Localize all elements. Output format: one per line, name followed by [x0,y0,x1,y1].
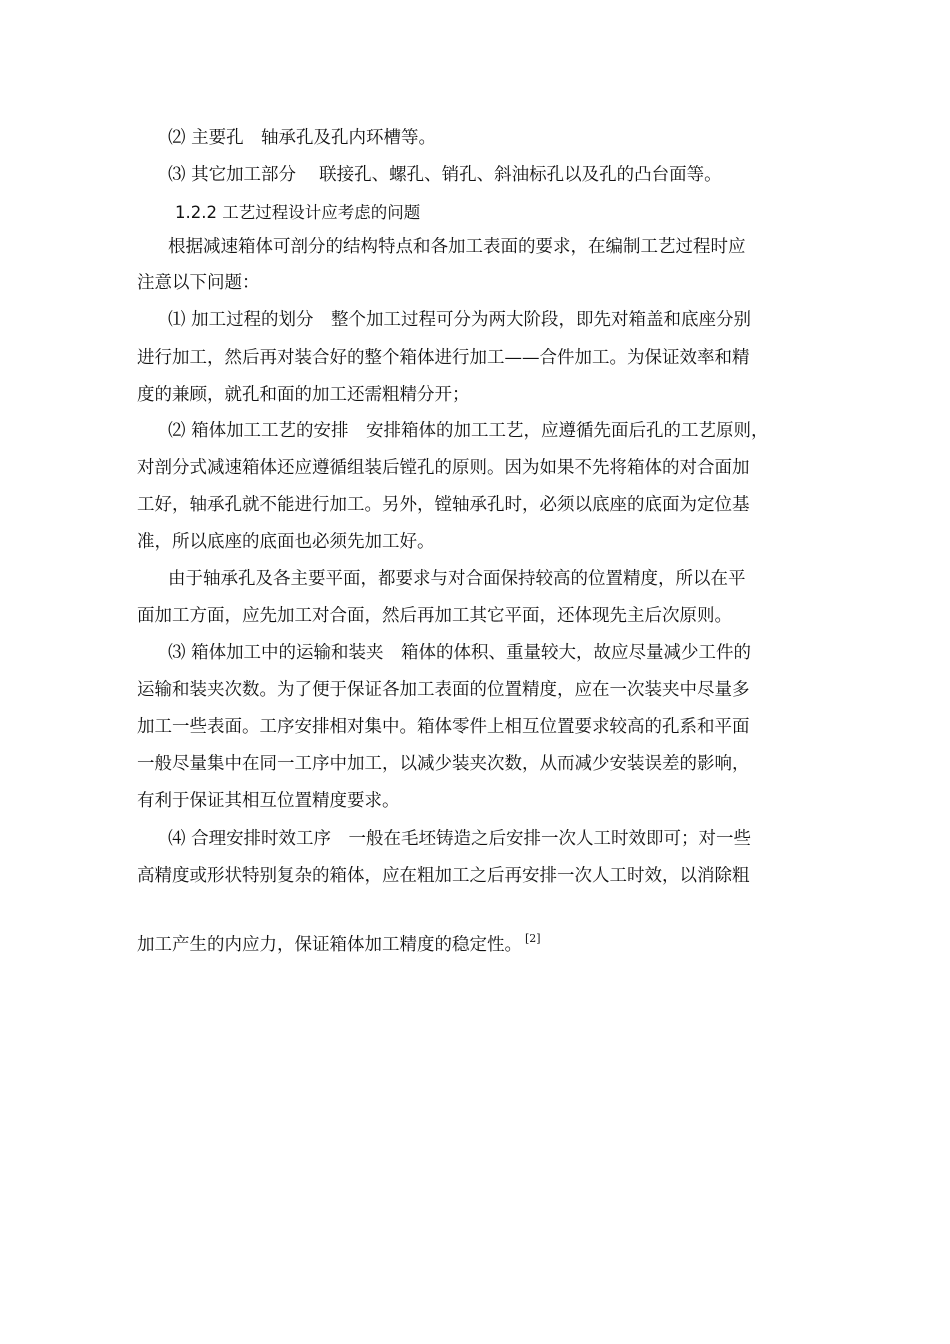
list-item-other-parts: ⑶ 其它加工部分 联接孔、螺孔、销孔、斜油标孔以及孔的凸台面等。 [168,165,722,185]
section-number: 1.2.2 [175,203,217,222]
paragraph-line: 有利于保证其相互位置精度要求。 [137,791,400,811]
paragraph-line-last [137,928,541,956]
paragraph-line: ⑶ 箱体加工中的运输和装夹 箱体的体积、重量较大，故应尽量减少工件的 [168,643,752,663]
paragraph-line: 加工一些表面。工序安排相对集中。箱体零件上相互位置要求较高的孔系和平面 [137,717,750,737]
paragraph-line: 工好，轴承孔就不能进行加工。另外，镗轴承孔时，必须以底座的底面为定位基 [137,495,750,515]
paragraph-line: 一般尽量集中在同一工序中加工，以减少装夹次数，从而减少安装误差的影响， [137,754,750,774]
paragraph-line: 准，所以底座的底面也必须先加工好。 [137,532,435,552]
paragraph-line: 度的兼顾，就孔和面的加工还需粗精分开； [137,385,470,405]
paragraph-line: 运输和装夹次数。为了便于保证各加工表面的位置精度，应在一次装夹中尽量多 [137,680,750,700]
paragraph-line: ⑵ 箱体加工工艺的安排 安排箱体的加工工艺，应遵循先面后孔的工艺原则， [168,421,769,441]
section-heading [175,202,420,224]
paragraph-line: 由于轴承孔及各主要平面，都要求与对合面保持较高的位置精度，所以在平 [168,569,746,589]
paragraph-line: 高精度或形状特别复杂的箱体，应在粗加工之后再安排一次人工时效，以消除粗 [137,866,750,886]
paragraph-line: 注意以下问题： [137,273,260,293]
paragraph-line: 根据减速箱体可剖分的结构特点和各加工表面的要求，在编制工艺过程时应 [168,237,746,257]
list-item-main-holes: ⑵ 主要孔 轴承孔及孔内环槽等。 [168,128,437,148]
paragraph-line: ⑴ 加工过程的划分 整个加工过程可分为两大阶段，即先对箱盖和底座分别 [168,310,752,330]
section-title: 工艺过程设计应考虑的问题 [222,203,421,222]
paragraph-line: 进行加工，然后再对装合好的整个箱体进行加工——合件加工。为保证效率和精 [137,348,750,368]
paragraph-text: 加工产生的内应力，保证箱体加工精度的稳定性。 [137,935,522,955]
paragraph-line: 面加工方面，应先加工对合面，然后再加工其它平面，还体现先主后次原则。 [137,606,732,626]
paragraph-line: ⑷ 合理安排时效工序 一般在毛坯铸造之后安排一次人工时效即可；对一些 [168,829,752,849]
paragraph-line: 对剖分式减速箱体还应遵循组装后镗孔的原则。因为如果不先将箱体的对合面加 [137,458,750,478]
citation-superscript: [2] [525,932,541,945]
